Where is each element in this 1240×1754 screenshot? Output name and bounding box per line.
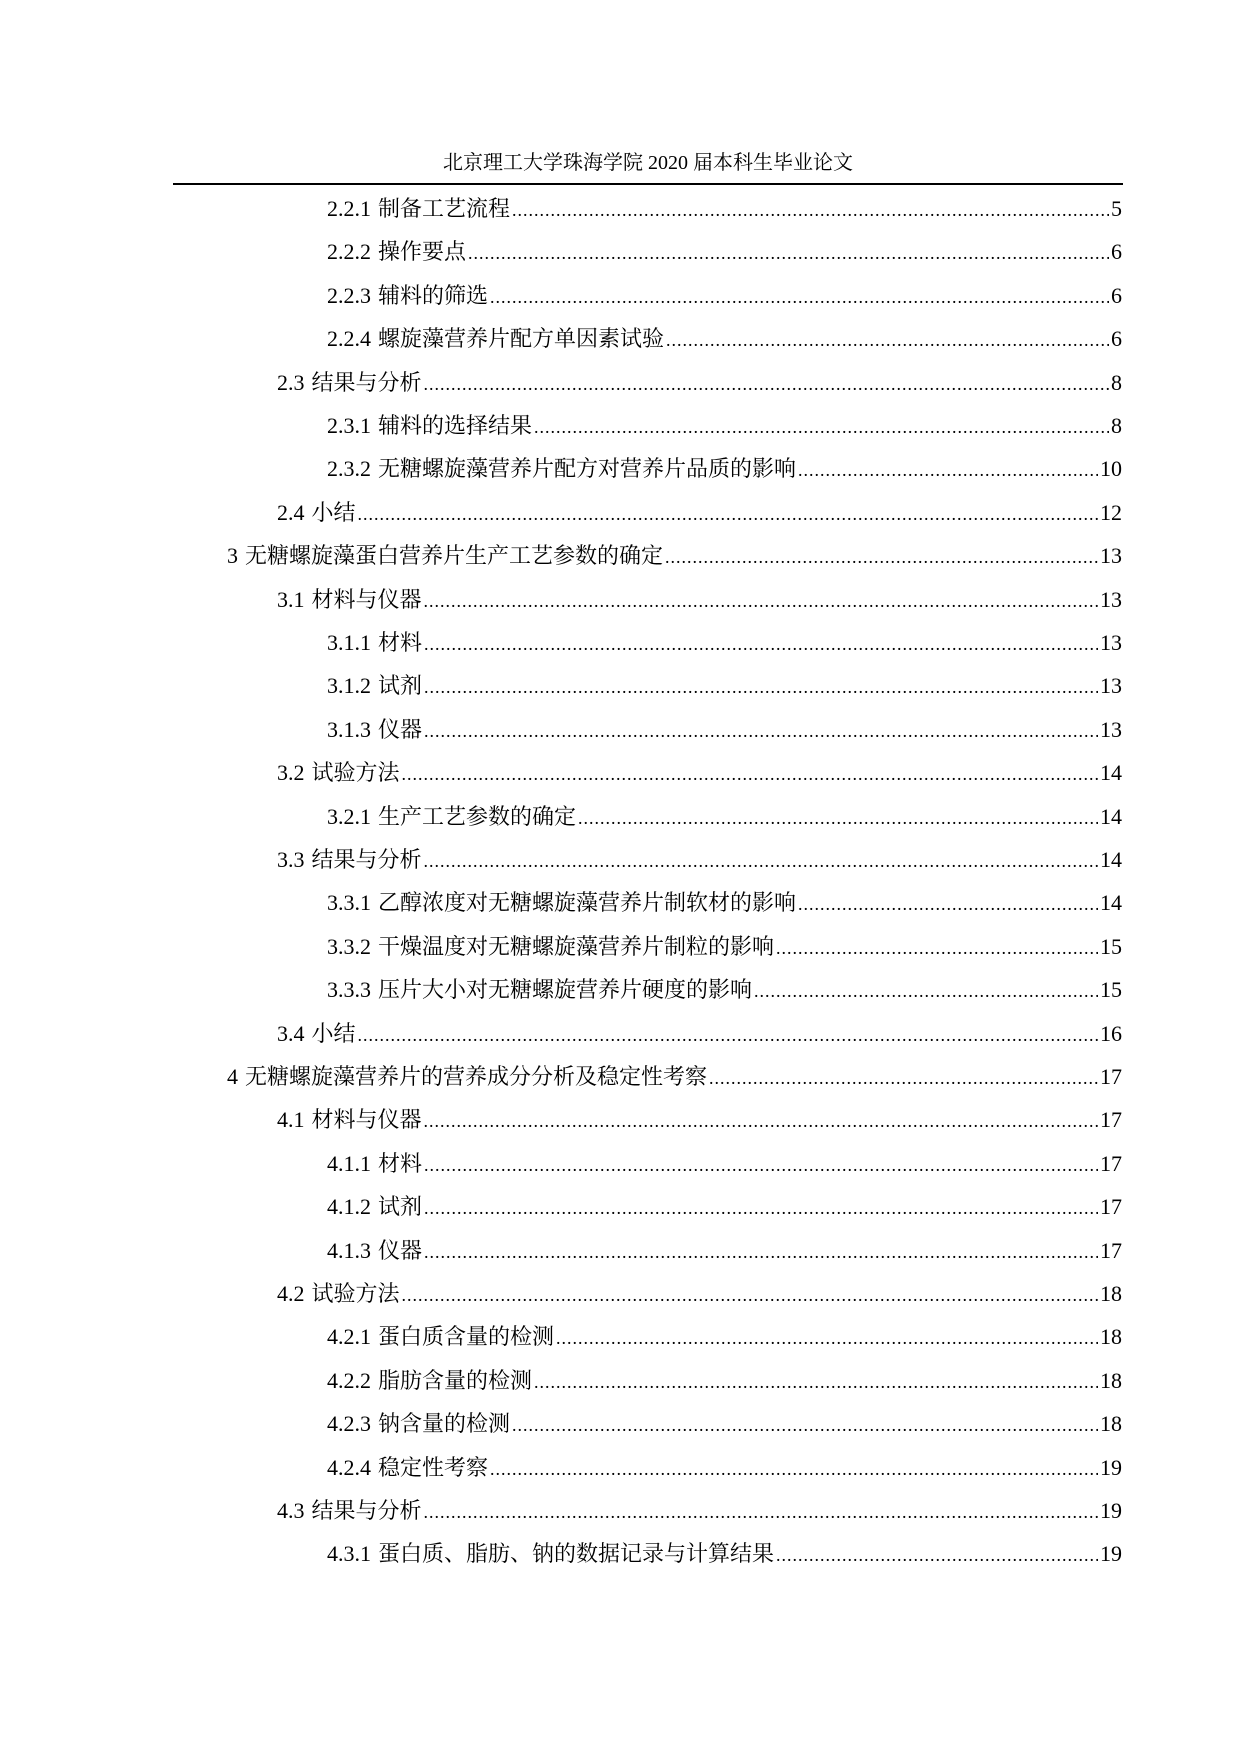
- dot-leader: [798, 460, 1098, 481]
- dot-leader: [512, 1415, 1098, 1436]
- toc-entry-page: 14: [1100, 760, 1122, 786]
- toc-entry-number: 4.2.1: [327, 1324, 371, 1350]
- toc-entry-page: 19: [1100, 1541, 1122, 1567]
- toc-entry[interactable]: [327, 1364, 1122, 1398]
- toc-entry-number: 2.2.3: [327, 282, 371, 308]
- toc-entry[interactable]: [327, 713, 1122, 747]
- toc-entry-title: 材料: [378, 1151, 423, 1177]
- toc-entry-number: 4.1: [277, 1107, 305, 1133]
- toc-entry-title: 稳定性考察: [378, 1455, 489, 1481]
- toc-entry[interactable]: [327, 192, 1122, 226]
- toc-entry-number: 2.2.2: [327, 239, 371, 265]
- toc-entry-title: 结果与分析: [311, 848, 422, 873]
- toc-entry-title: 蛋白质含量的检测: [378, 1325, 555, 1351]
- toc-entry[interactable]: [327, 235, 1122, 269]
- toc-entry-number: 4.3: [277, 1498, 305, 1523]
- toc-entry-title: 仪器: [378, 717, 423, 743]
- toc-entry-page: 10: [1100, 456, 1122, 482]
- toc-entry-page: 15: [1100, 977, 1122, 1003]
- toc-entry-page: 17: [1100, 1150, 1122, 1176]
- toc-entry-page: 13: [1100, 543, 1122, 569]
- toc-entry-page: 14: [1100, 847, 1122, 872]
- toc-entry-number: 3.1.3: [327, 716, 371, 742]
- toc-entry[interactable]: [327, 800, 1122, 834]
- toc-entry-number: 3.3.1: [327, 890, 371, 916]
- toc-entry-number: 4.1.1: [327, 1150, 371, 1176]
- toc-entry-number: 4.2.4: [327, 1454, 371, 1480]
- toc-entry-title: 试验方法: [311, 761, 400, 787]
- toc-entry-title: 试剂: [378, 674, 423, 700]
- running-header: 北京理工大学珠海学院 2020 届本科生毕业论文: [443, 152, 853, 174]
- dot-leader: [424, 721, 1098, 742]
- dot-leader: [424, 374, 1109, 395]
- toc-entry-page: 13: [1100, 716, 1122, 742]
- toc-entry[interactable]: [327, 626, 1122, 660]
- dot-leader: [665, 547, 1098, 568]
- toc-entry[interactable]: [277, 583, 1122, 617]
- toc-entry[interactable]: [327, 1320, 1122, 1354]
- dot-leader: [776, 1545, 1098, 1566]
- toc-entry-page: 6: [1111, 239, 1122, 265]
- toc-entry-number: 2.2.4: [327, 326, 371, 352]
- toc-entry-title: 无糖螺旋藻蛋白营养片生产工艺参数的确定: [245, 544, 664, 570]
- toc-entry[interactable]: [227, 539, 1122, 573]
- toc-entry-number: 4.1.2: [327, 1194, 371, 1220]
- toc-entry-page: 16: [1100, 1020, 1122, 1046]
- toc-entry[interactable]: [327, 930, 1122, 964]
- toc-entry-title: 压片大小对无糖螺旋营养片硬度的影响: [378, 978, 753, 1004]
- toc-entry[interactable]: [327, 1537, 1122, 1571]
- dot-leader: [424, 591, 1098, 612]
- toc-entry-title: 操作要点: [378, 240, 467, 266]
- toc-entry-page: 5: [1111, 196, 1122, 221]
- toc-entry-number: 2.3: [277, 369, 305, 395]
- toc-entry-page: 17: [1100, 1194, 1122, 1220]
- dot-leader: [754, 981, 1098, 1002]
- toc-entry-page: 12: [1100, 499, 1122, 525]
- toc-entry-page: 15: [1100, 933, 1122, 959]
- toc-entry-title: 干燥温度对无糖螺旋藻营养片制粒的影响: [378, 934, 775, 960]
- toc-entry-page: 14: [1100, 890, 1122, 916]
- toc-entry-number: 4.1.3: [327, 1237, 371, 1263]
- toc-entry-page: 8: [1111, 369, 1122, 395]
- dot-leader: [798, 894, 1098, 915]
- toc-entry[interactable]: [277, 1494, 1122, 1528]
- toc-entry-number: 4.3.1: [327, 1541, 371, 1567]
- dot-leader: [424, 1155, 1098, 1176]
- toc-entry[interactable]: [277, 1277, 1122, 1311]
- toc-entry-title: 钠含量的检测: [378, 1412, 511, 1438]
- toc-entry-title: 生产工艺参数的确定: [378, 804, 577, 830]
- toc-entry[interactable]: [327, 452, 1122, 486]
- dot-leader: [490, 1459, 1098, 1480]
- toc-entry-title: 辅料的筛选: [378, 283, 489, 309]
- toc-entry[interactable]: [327, 1407, 1122, 1441]
- dot-leader: [490, 287, 1109, 308]
- toc-entry-title: 结果与分析: [311, 1499, 422, 1524]
- toc-entry-title: 无糖螺旋藻营养片配方对营养片品质的影响: [378, 457, 797, 483]
- toc-entry-page: 18: [1100, 1324, 1122, 1350]
- toc-entry-number: 3.3: [277, 847, 305, 872]
- toc-entry[interactable]: [327, 886, 1122, 920]
- toc-entry-title: 材料与仪器: [311, 587, 422, 613]
- toc-entry[interactable]: [327, 409, 1122, 443]
- dot-leader: [512, 200, 1109, 221]
- toc-entry-number: 2.3.1: [327, 413, 371, 438]
- toc-entry-title: 无糖螺旋藻营养片的营养成分分析及稳定性考察: [245, 1065, 708, 1090]
- toc-entry-page: 13: [1100, 586, 1122, 612]
- toc-entry-number: 3.1.2: [327, 673, 371, 699]
- toc-entry-page: 18: [1100, 1281, 1122, 1306]
- toc-entry-page: 17: [1100, 1237, 1122, 1263]
- toc-entry[interactable]: [327, 1147, 1122, 1181]
- dot-leader: [666, 330, 1109, 351]
- toc-entry-page: 19: [1100, 1454, 1122, 1480]
- toc-entry-number: 3.2.1: [327, 803, 371, 829]
- toc-entry[interactable]: [327, 669, 1122, 703]
- toc-entry[interactable]: [227, 1060, 1122, 1094]
- toc-entry[interactable]: [277, 1103, 1122, 1137]
- toc-entry-page: 19: [1100, 1498, 1122, 1523]
- toc-entry-page: 8: [1111, 413, 1122, 438]
- dot-leader: [424, 851, 1098, 872]
- toc-entry-title: 小结: [311, 500, 356, 526]
- dot-leader: [424, 677, 1098, 698]
- toc-entry-title: 结果与分析: [311, 370, 422, 396]
- toc-entry-number: 3.1: [277, 586, 305, 612]
- toc-entry-title: 试剂: [378, 1195, 423, 1221]
- header-rule: [173, 183, 1123, 185]
- toc-entry-number: 3.3.2: [327, 933, 371, 959]
- dot-leader: [468, 243, 1109, 264]
- toc-entry-number: 3.2: [277, 760, 305, 786]
- toc-entry-number: 4: [227, 1064, 238, 1089]
- toc-entry-number: 2.3.2: [327, 456, 371, 482]
- dot-leader: [534, 417, 1109, 438]
- toc-entry-title: 脂肪含量的检测: [378, 1368, 533, 1394]
- dot-leader: [424, 1111, 1098, 1132]
- dot-leader: [556, 1328, 1098, 1349]
- toc-entry-title: 乙醇浓度对无糖螺旋藻营养片制软材的影响: [378, 891, 797, 917]
- toc-entry-page: 6: [1111, 326, 1122, 352]
- toc-entry-title: 仪器: [378, 1238, 423, 1264]
- toc-entry-title: 试验方法: [311, 1282, 400, 1307]
- toc-entry-number: 4.2.2: [327, 1367, 371, 1393]
- toc-entry-page: 18: [1100, 1411, 1122, 1437]
- toc-entry-page: 13: [1100, 630, 1122, 655]
- dot-leader: [424, 1502, 1098, 1523]
- toc-entry[interactable]: [277, 756, 1122, 790]
- toc-entry[interactable]: [327, 1451, 1122, 1485]
- dot-leader: [424, 634, 1098, 655]
- toc-entry-title: 材料与仪器: [311, 1108, 422, 1134]
- toc-entry-number: 3.1.1: [327, 630, 371, 655]
- toc-entry-title: 小结: [311, 1021, 356, 1047]
- toc-entry-page: 13: [1100, 673, 1122, 699]
- dot-leader: [578, 808, 1098, 829]
- toc-entry-title: 螺旋藻营养片配方单因素试验: [378, 327, 665, 353]
- toc-entry[interactable]: [327, 1190, 1122, 1224]
- toc-entry-title: 制备工艺流程: [378, 197, 511, 222]
- toc-entry-page: 18: [1100, 1367, 1122, 1393]
- dot-leader: [709, 1068, 1098, 1089]
- toc-entry-number: 2.2.1: [327, 196, 371, 221]
- toc-entry[interactable]: [277, 496, 1122, 530]
- toc-entry-title: 材料: [378, 631, 423, 656]
- toc-entry-page: 17: [1100, 1064, 1122, 1089]
- toc-entry[interactable]: [277, 366, 1122, 400]
- dot-leader: [424, 1198, 1098, 1219]
- dot-leader: [358, 504, 1098, 525]
- dot-leader: [776, 938, 1098, 959]
- toc-entry-number: 2.4: [277, 499, 305, 525]
- toc-entry[interactable]: [327, 322, 1122, 356]
- toc-entry-page: 6: [1111, 282, 1122, 308]
- dot-leader: [402, 1285, 1098, 1306]
- toc-entry-title: 蛋白质、脂肪、钠的数据记录与计算结果: [378, 1542, 775, 1568]
- toc-entry-page: 14: [1100, 803, 1122, 829]
- toc-entry[interactable]: [327, 973, 1122, 1007]
- dot-leader: [402, 764, 1098, 785]
- toc-entry-number: 4.2: [277, 1281, 305, 1306]
- dot-leader: [424, 1242, 1098, 1263]
- toc-entry-number: 3: [227, 543, 238, 569]
- toc-entry[interactable]: [327, 1234, 1122, 1268]
- toc-entry[interactable]: [327, 279, 1122, 313]
- toc-entry-number: 3.4: [277, 1020, 305, 1046]
- toc-entry-page: 17: [1100, 1107, 1122, 1133]
- toc-entry-number: 3.3.3: [327, 977, 371, 1003]
- dot-leader: [534, 1372, 1098, 1393]
- dot-leader: [358, 1025, 1098, 1046]
- toc-entry-number: 4.2.3: [327, 1411, 371, 1437]
- toc-entry-title: 辅料的选择结果: [378, 414, 533, 439]
- toc-entry[interactable]: [277, 843, 1122, 877]
- toc-entry[interactable]: [277, 1017, 1122, 1051]
